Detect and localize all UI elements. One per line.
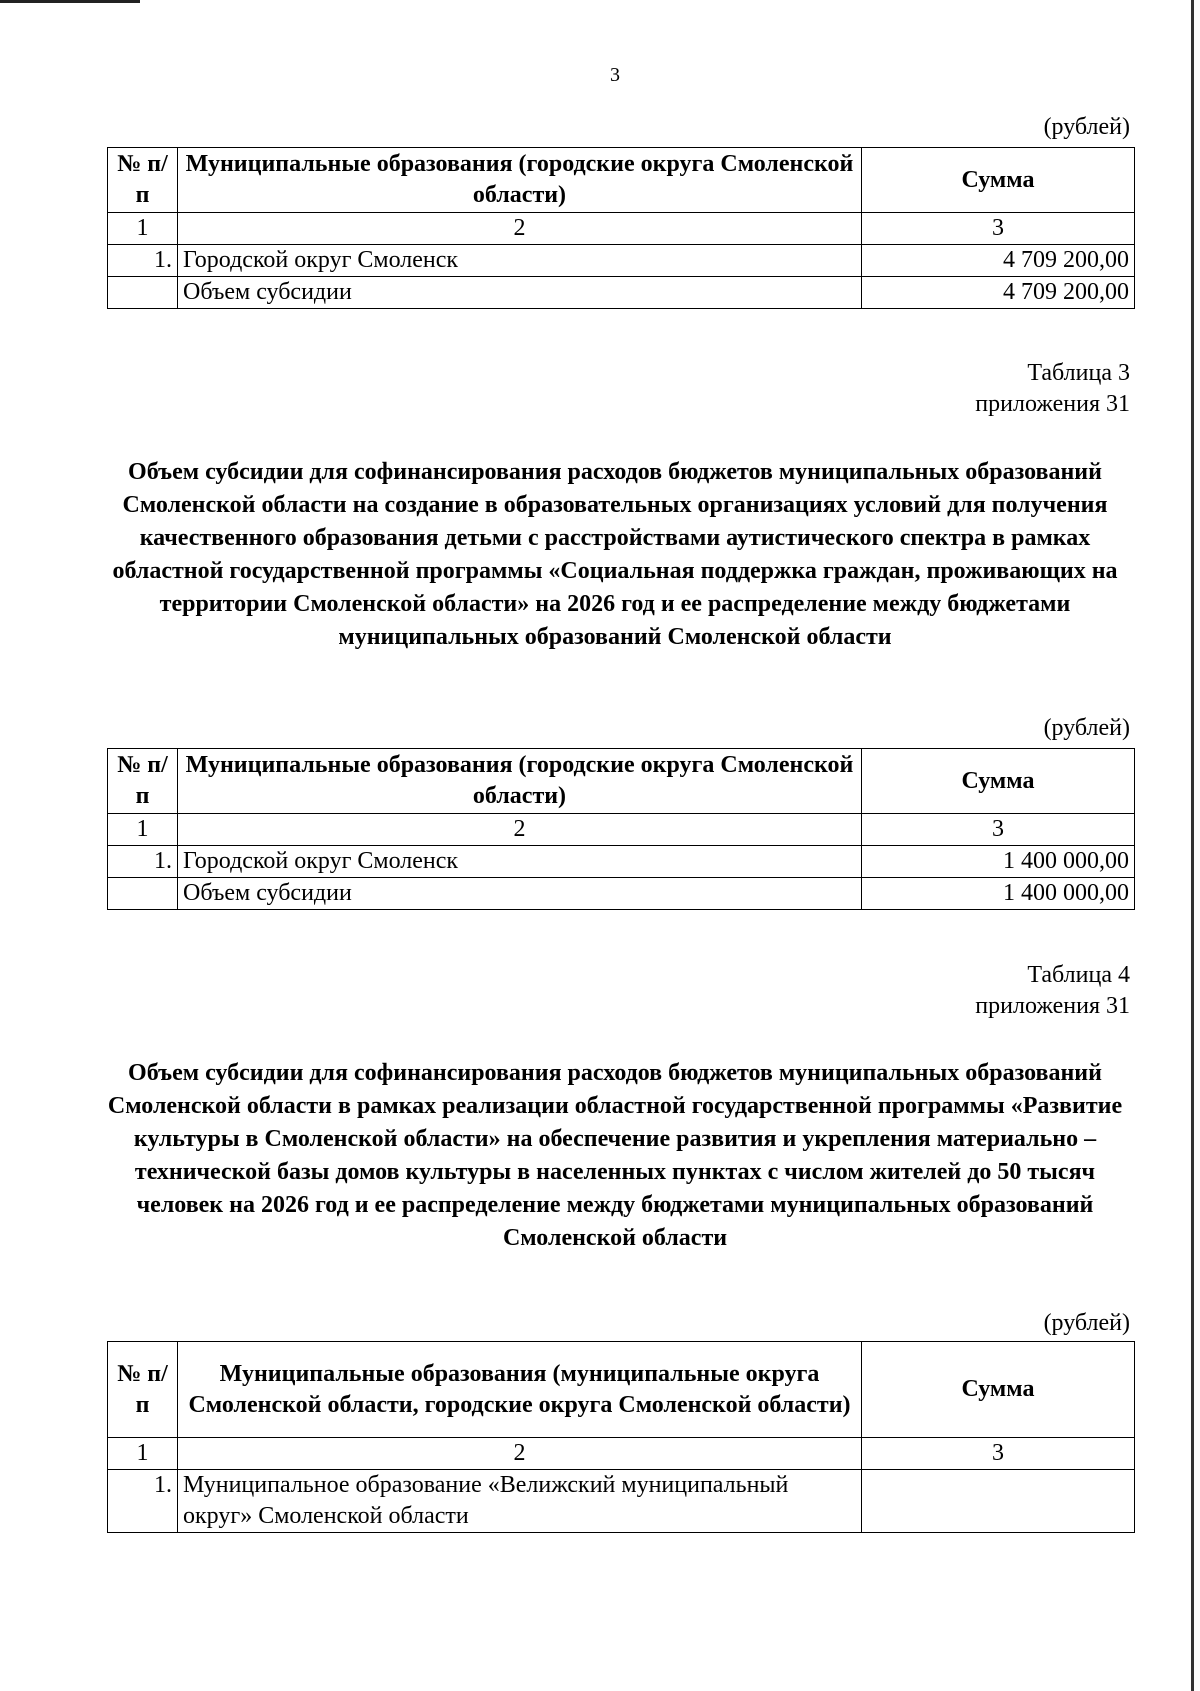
table4-caption — [975, 960, 1130, 1022]
row-num: 1. — [108, 1470, 178, 1533]
header-municipality: Муниципальные образования (городские округа Смоленской области) — [178, 749, 862, 814]
row-name: Объем субсидии — [178, 277, 862, 309]
table4-caption-appendix: приложения 31 — [975, 993, 1130, 1019]
column-number-row — [108, 213, 1135, 245]
header-municipality: Муниципальные образования (муниципальные округа Смоленской области, городские округа Смоленской области) — [178, 1342, 862, 1438]
column-number-row — [108, 814, 1135, 846]
table3-caption-appendix: приложения 31 — [975, 391, 1130, 417]
row-sum: 4 709 200,00 — [862, 245, 1135, 277]
row-num — [108, 878, 178, 910]
units-label: (рублей) — [1043, 114, 1130, 140]
row-sum: 1 400 000,00 — [862, 846, 1135, 878]
table4-caption-number: Таблица 4 — [1027, 962, 1130, 988]
header-municipality: Муниципальные образования (городские округа Смоленской области) — [178, 148, 862, 213]
table-row-total — [108, 878, 1135, 910]
scan-edge-right — [1191, 0, 1194, 1691]
subsidy-table-3 — [107, 748, 1135, 910]
table-row — [108, 1470, 1135, 1533]
row-name: Объем субсидии — [178, 878, 862, 910]
row-sum: 4 709 200,00 — [862, 277, 1135, 309]
colnum-2: 2 — [178, 213, 862, 245]
colnum-2: 2 — [178, 814, 862, 846]
page-number: 3 — [610, 64, 620, 86]
subsidy-table-4 — [107, 1341, 1135, 1533]
table-header-row — [108, 1342, 1135, 1438]
table3-heading: Объем субсидии для софинансирования расходов бюджетов муниципальных образований Смоленской области на создание в образовательных организациях условий для получения качественного образования детьми с расстройствами аутистического спектра в рамках областной государственной программы «Социальная поддержка граждан, проживающих на территории Смоленской области» на 2026 год и ее распределение между бюджетами муниципальных образований Смоленской области — [112, 459, 1118, 650]
colnum-1: 1 — [108, 213, 178, 245]
table-row — [108, 245, 1135, 277]
header-num: № п/п — [108, 1342, 178, 1438]
table-row — [108, 846, 1135, 878]
table3-caption-number: Таблица 3 — [1027, 360, 1130, 386]
table-row-total — [108, 277, 1135, 309]
table4-heading: Объем субсидии для софинансирования расходов бюджетов муниципальных образований Смоленской области в рамках реализации областной государственной программы «Развитие культуры в Смоленской области» на обеспечение развития и укрепления материально – технической базы домов культуры в населенных пунктах с числом жителей до 50 тысяч человек на 2026 год и ее распределение между бюджетами муниципальных образований Смоленской области — [107, 1060, 1123, 1251]
header-num: № п/п — [108, 148, 178, 213]
subsidy-table-smolensk — [107, 147, 1135, 309]
row-name: Городской округ Смоленск — [178, 245, 862, 277]
scan-edge-top — [0, 0, 140, 3]
column-number-row — [108, 1438, 1135, 1470]
colnum-1: 1 — [108, 1438, 178, 1470]
row-name: Муниципальное образование «Велижский муниципальный округ» Смоленской области — [178, 1470, 862, 1533]
colnum-1: 1 — [108, 814, 178, 846]
table-header-row — [108, 749, 1135, 814]
header-sum: Сумма — [862, 1342, 1135, 1438]
colnum-3: 3 — [862, 1438, 1135, 1470]
row-name: Городской округ Смоленск — [178, 846, 862, 878]
colnum-3: 3 — [862, 814, 1135, 846]
header-sum: Сумма — [862, 749, 1135, 814]
colnum-3: 3 — [862, 213, 1135, 245]
row-num — [108, 277, 178, 309]
units-label: (рублей) — [1043, 1310, 1130, 1336]
row-num: 1. — [108, 846, 178, 878]
units-label: (рублей) — [1043, 715, 1130, 741]
table-header-row — [108, 148, 1135, 213]
header-num: № п/п — [108, 749, 178, 814]
table3-caption — [975, 358, 1130, 420]
row-sum: 1 400 000,00 — [862, 878, 1135, 910]
header-sum: Сумма — [862, 148, 1135, 213]
row-sum — [862, 1470, 1135, 1533]
row-num: 1. — [108, 245, 178, 277]
colnum-2: 2 — [178, 1438, 862, 1470]
